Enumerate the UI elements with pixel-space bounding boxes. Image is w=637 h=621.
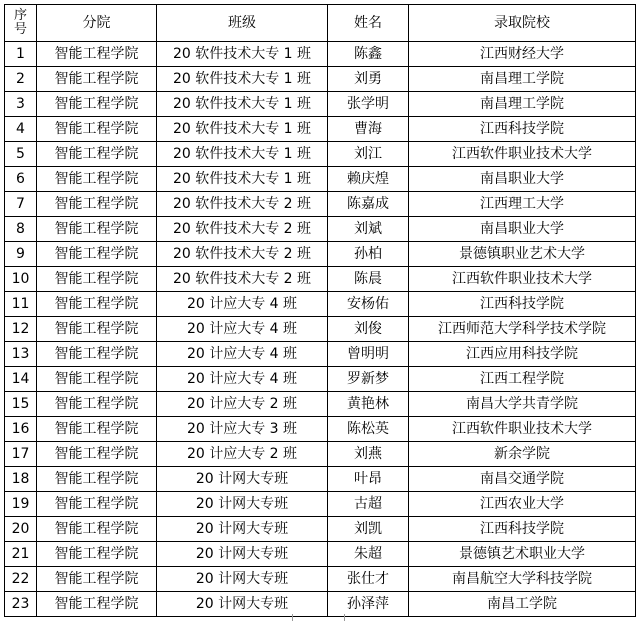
- cell-class: 20 软件技术大专 2 班: [157, 267, 328, 292]
- table-row: [5, 142, 636, 167]
- cell-name: 刘燕: [328, 442, 409, 467]
- cell-department: 智能工程学院: [37, 492, 157, 517]
- cell-seq: 22: [5, 567, 37, 592]
- page-edge-marker-left: [292, 614, 293, 621]
- cell-name: 曾明明: [328, 342, 409, 367]
- cell-school: 南昌理工学院: [409, 67, 636, 92]
- cell-seq: 21: [5, 542, 37, 567]
- cell-school: 南昌工学院: [409, 592, 636, 617]
- header-seq: [5, 5, 37, 42]
- cell-seq: 7: [5, 192, 37, 217]
- table-row: [5, 517, 636, 542]
- cell-department: 智能工程学院: [37, 342, 157, 367]
- cell-department: 智能工程学院: [37, 217, 157, 242]
- cell-seq: 14: [5, 367, 37, 392]
- cell-department: 智能工程学院: [37, 592, 157, 617]
- cell-department: 智能工程学院: [37, 517, 157, 542]
- cell-school: 江西软件职业技术大学: [409, 142, 636, 167]
- cell-class: 20 计网大专班: [157, 542, 328, 567]
- table-row: [5, 267, 636, 292]
- cell-school: 江西应用科技学院: [409, 342, 636, 367]
- admission-table: [4, 4, 636, 617]
- cell-department: 智能工程学院: [37, 392, 157, 417]
- cell-department: 智能工程学院: [37, 92, 157, 117]
- header-seq-bottom: 号: [13, 22, 27, 37]
- cell-school: 江西科技学院: [409, 517, 636, 542]
- cell-name: 孙泽萍: [328, 592, 409, 617]
- cell-name: 罗新梦: [328, 367, 409, 392]
- cell-school: 江西理工大学: [409, 192, 636, 217]
- table-row: [5, 67, 636, 92]
- cell-seq: 18: [5, 467, 37, 492]
- cell-school: 新余学院: [409, 442, 636, 467]
- cell-department: 智能工程学院: [37, 542, 157, 567]
- table-row: [5, 417, 636, 442]
- cell-name: 陈嘉成: [328, 192, 409, 217]
- cell-name: 刘江: [328, 142, 409, 167]
- cell-name: 张学明: [328, 92, 409, 117]
- cell-class: 20 计应大专 4 班: [157, 342, 328, 367]
- cell-name: 刘勇: [328, 67, 409, 92]
- header-seq-top: 序: [13, 8, 27, 23]
- cell-school: 南昌交通学院: [409, 467, 636, 492]
- cell-class: 20 计网大专班: [157, 592, 328, 617]
- cell-name: 孙柏: [328, 242, 409, 267]
- cell-school: 南昌职业大学: [409, 167, 636, 192]
- cell-seq: 5: [5, 142, 37, 167]
- cell-seq: 4: [5, 117, 37, 142]
- cell-school: 江西财经大学: [409, 42, 636, 67]
- cell-name: 赖庆煌: [328, 167, 409, 192]
- header-school: 录取院校: [409, 5, 636, 42]
- cell-class: 20 软件技术大专 1 班: [157, 92, 328, 117]
- cell-seq: 20: [5, 517, 37, 542]
- table-row: [5, 567, 636, 592]
- cell-department: 智能工程学院: [37, 142, 157, 167]
- table-row: [5, 217, 636, 242]
- cell-department: 智能工程学院: [37, 567, 157, 592]
- cell-name: 张仕才: [328, 567, 409, 592]
- cell-department: 智能工程学院: [37, 317, 157, 342]
- cell-department: 智能工程学院: [37, 267, 157, 292]
- cell-class: 20 计应大专 3 班: [157, 417, 328, 442]
- cell-school: 南昌理工学院: [409, 92, 636, 117]
- table-row: [5, 117, 636, 142]
- cell-seq: 10: [5, 267, 37, 292]
- cell-department: 智能工程学院: [37, 367, 157, 392]
- table-row: [5, 242, 636, 267]
- cell-name: 刘俊: [328, 317, 409, 342]
- cell-name: 陈晨: [328, 267, 409, 292]
- cell-department: 智能工程学院: [37, 242, 157, 267]
- cell-school: 江西软件职业技术大学: [409, 417, 636, 442]
- cell-school: 江西科技学院: [409, 292, 636, 317]
- table-row: [5, 592, 636, 617]
- cell-school: 景德镇艺术职业大学: [409, 542, 636, 567]
- cell-seq: 12: [5, 317, 37, 342]
- table-body: [5, 42, 636, 617]
- cell-class: 20 软件技术大专 2 班: [157, 217, 328, 242]
- cell-class: 20 计应大专 4 班: [157, 367, 328, 392]
- cell-seq: 9: [5, 242, 37, 267]
- page-edge-marker-right: [344, 614, 345, 621]
- header-name: 姓名: [328, 5, 409, 42]
- cell-department: 智能工程学院: [37, 167, 157, 192]
- cell-name: 刘斌: [328, 217, 409, 242]
- table-row: [5, 42, 636, 67]
- cell-school: 南昌航空大学科技学院: [409, 567, 636, 592]
- table-row: [5, 492, 636, 517]
- header-department: 分院: [37, 5, 157, 42]
- cell-name: 叶昂: [328, 467, 409, 492]
- cell-seq: 2: [5, 67, 37, 92]
- cell-seq: 15: [5, 392, 37, 417]
- cell-name: 安杨佑: [328, 292, 409, 317]
- table-row: [5, 367, 636, 392]
- cell-department: 智能工程学院: [37, 442, 157, 467]
- cell-school: 江西科技学院: [409, 117, 636, 142]
- cell-name: 曹海: [328, 117, 409, 142]
- table-header: [5, 5, 636, 42]
- cell-school: 江西工程学院: [409, 367, 636, 392]
- cell-class: 20 计网大专班: [157, 567, 328, 592]
- cell-class: 20 软件技术大专 2 班: [157, 242, 328, 267]
- cell-class: 20 计应大专 4 班: [157, 292, 328, 317]
- cell-school: 南昌职业大学: [409, 217, 636, 242]
- cell-name: 朱超: [328, 542, 409, 567]
- cell-name: 刘凯: [328, 517, 409, 542]
- table-row: [5, 92, 636, 117]
- cell-department: 智能工程学院: [37, 42, 157, 67]
- cell-seq: 8: [5, 217, 37, 242]
- table-row: [5, 392, 636, 417]
- cell-class: 20 软件技术大专 2 班: [157, 192, 328, 217]
- table-row: [5, 292, 636, 317]
- header-class: 班级: [157, 5, 328, 42]
- cell-seq: 19: [5, 492, 37, 517]
- cell-class: 20 计应大专 2 班: [157, 392, 328, 417]
- cell-class: 20 软件技术大专 1 班: [157, 142, 328, 167]
- cell-name: 古超: [328, 492, 409, 517]
- cell-seq: 23: [5, 592, 37, 617]
- cell-department: 智能工程学院: [37, 117, 157, 142]
- cell-class: 20 计网大专班: [157, 492, 328, 517]
- cell-department: 智能工程学院: [37, 67, 157, 92]
- table-row: [5, 317, 636, 342]
- table-row: [5, 192, 636, 217]
- cell-school: 江西农业大学: [409, 492, 636, 517]
- table-row: [5, 542, 636, 567]
- cell-seq: 17: [5, 442, 37, 467]
- cell-class: 20 计网大专班: [157, 517, 328, 542]
- cell-seq: 6: [5, 167, 37, 192]
- cell-class: 20 软件技术大专 1 班: [157, 117, 328, 142]
- cell-class: 20 软件技术大专 1 班: [157, 42, 328, 67]
- cell-class: 20 软件技术大专 1 班: [157, 67, 328, 92]
- cell-seq: 11: [5, 292, 37, 317]
- table-row: [5, 342, 636, 367]
- cell-school: 江西师范大学科学技术学院: [409, 317, 636, 342]
- table-row: [5, 467, 636, 492]
- cell-department: 智能工程学院: [37, 192, 157, 217]
- cell-school: 江西软件职业技术大学: [409, 267, 636, 292]
- cell-department: 智能工程学院: [37, 467, 157, 492]
- cell-name: 陈鑫: [328, 42, 409, 67]
- table-row: [5, 167, 636, 192]
- cell-name: 陈松英: [328, 417, 409, 442]
- cell-seq: 1: [5, 42, 37, 67]
- header-row: [5, 5, 636, 42]
- cell-class: 20 计网大专班: [157, 467, 328, 492]
- cell-class: 20 计应大专 4 班: [157, 317, 328, 342]
- cell-class: 20 计应大专 2 班: [157, 442, 328, 467]
- cell-seq: 16: [5, 417, 37, 442]
- cell-seq: 3: [5, 92, 37, 117]
- table-row: [5, 442, 636, 467]
- cell-class: 20 软件技术大专 1 班: [157, 167, 328, 192]
- cell-name: 黄艳林: [328, 392, 409, 417]
- cell-department: 智能工程学院: [37, 292, 157, 317]
- cell-seq: 13: [5, 342, 37, 367]
- cell-school: 南昌大学共青学院: [409, 392, 636, 417]
- cell-department: 智能工程学院: [37, 417, 157, 442]
- cell-school: 景德镇职业艺术大学: [409, 242, 636, 267]
